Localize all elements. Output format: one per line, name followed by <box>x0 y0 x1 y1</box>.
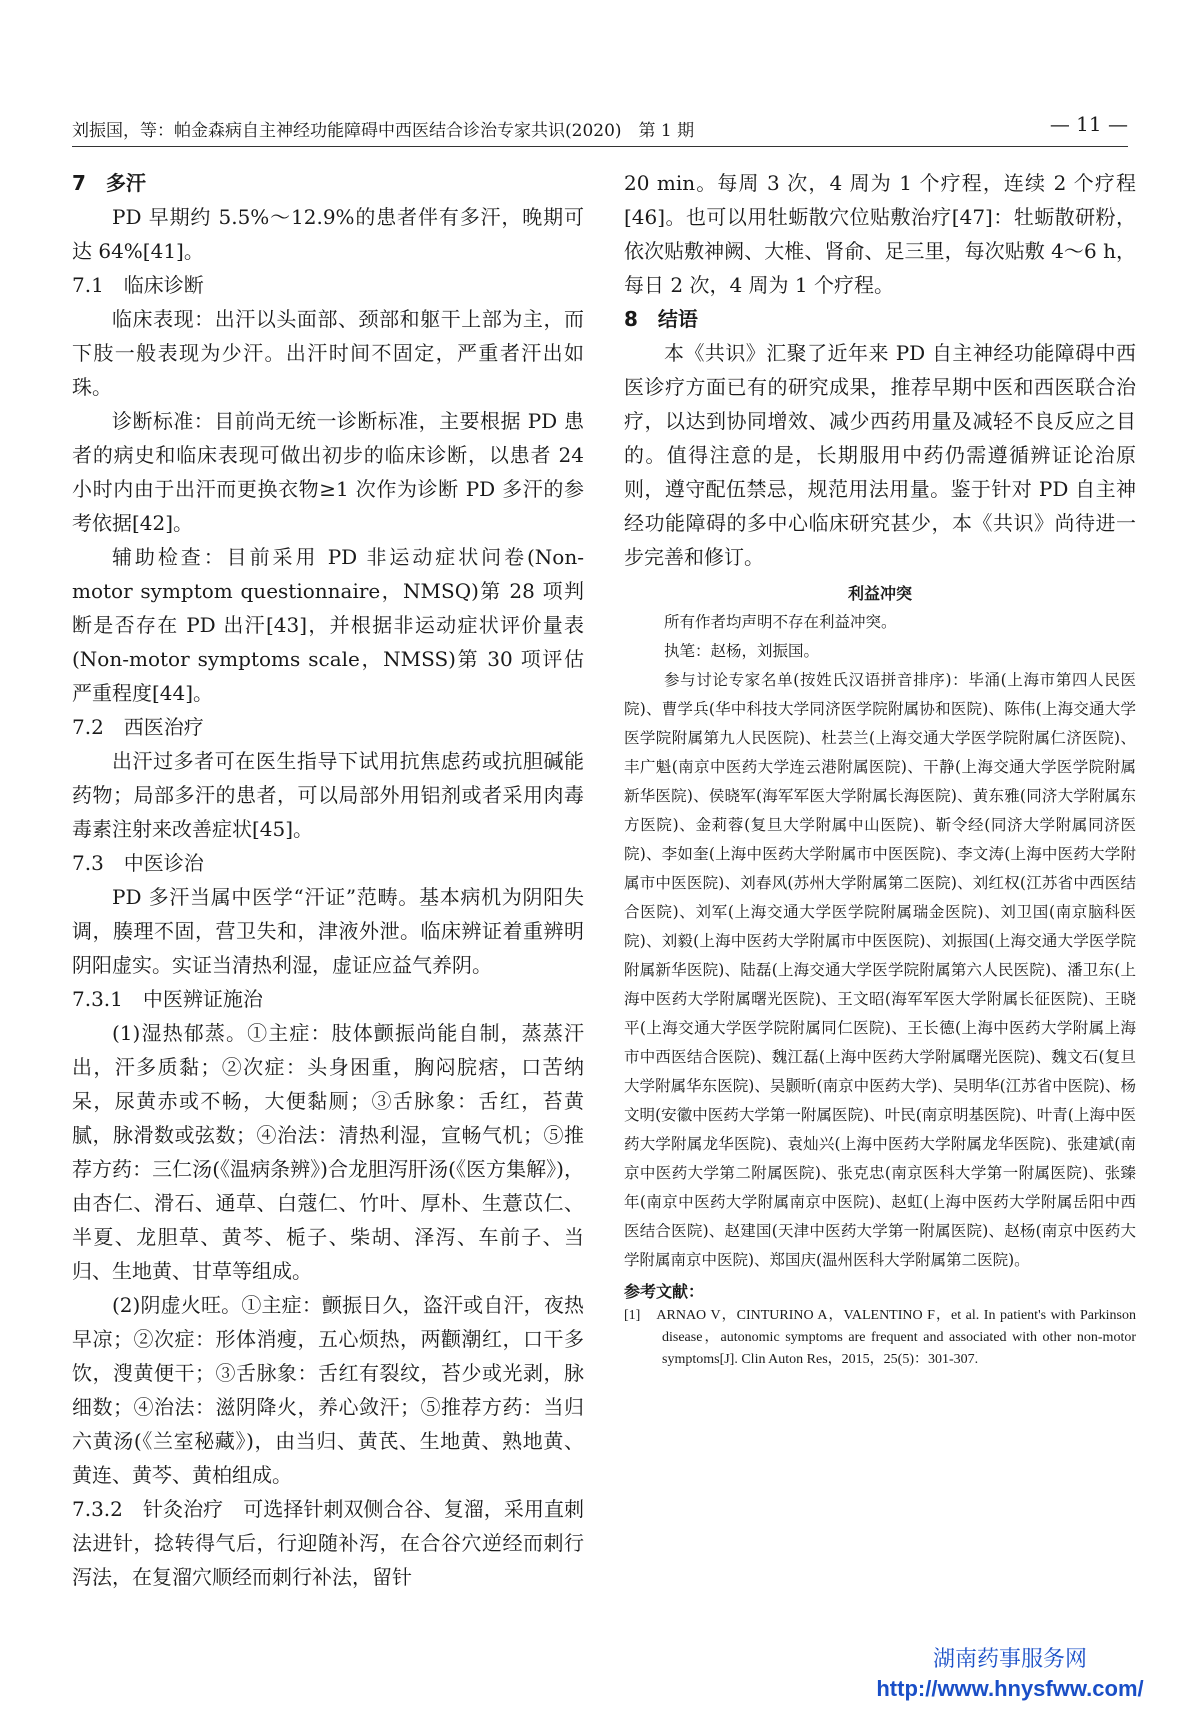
page-number: — 11 — <box>1049 112 1128 136</box>
section-7-2-heading: 7.2 西医治疗 <box>72 715 204 739</box>
paragraph: PD 多汗当属中医学“汗证”范畴。基本病机为阴阳失调，腠理不固，营卫失和，津液外泄。临床辨证着重辨明阴阳虚实。实证当清热利湿，虚证应益气养阴。 <box>72 885 584 977</box>
writers-note: 执笔：赵杨，刘振国。 <box>664 642 820 660</box>
right-column <box>624 166 1136 1371</box>
paragraph: 20 min。每周 3 次，4 周为 1 个疗程，连续 2 个疗程[46]。也可以用牡蛎散穴位贴敷治疗[47]：牡蛎散研粉，依次贴敷神阙、大椎、肾俞、足三里，每次贴敷 4～6 h，每日 2 次，4 周为 1 个疗程。 <box>624 171 1136 297</box>
section-7-3-2-paragraph: 7.3.2 针灸治疗 可选择针刺双侧合谷、复溜，采用直刺法进针，捻转得气后，行迎随补泻，在合谷穴逆经而刺行泻法，在复溜穴顺经而刺行补法，留针 <box>72 1497 584 1589</box>
reference-item: [1] ARNAO V，CINTURINO A，VALENTINO F，et al. In patient's with Parkinson disease，autonomic symptoms are frequent and associated with other non-motor symptoms[J]. Clin Auton Res，2015，25(5)：301-307. <box>624 1308 1136 1367</box>
notes-block <box>624 608 1136 1275</box>
section-7-3-1-heading: 7.3.1 中医辨证施治 <box>72 987 263 1011</box>
running-header <box>72 112 1128 147</box>
section-7-heading: 7 多汗 <box>72 171 146 195</box>
section-7-1-heading: 7.1 临床诊断 <box>72 273 204 297</box>
conflict-statement: 所有作者均声明不存在利益冲突。 <box>664 613 897 631</box>
paragraph: 本《共识》汇聚了近年来 PD 自主神经功能障碍中西医诊疗方面已有的研究成果，推荐早期中医和西医联合治疗，以达到协同增效、减少西药用量及减轻不良反应之目的。值得注意的是，长期服用中药仍需遵循辨证论治原则，遵守配伍禁忌，规范用法用量。鉴于针对 PD 自主神经功能障碍的多中心临床研究甚少，本《共识》尚待进一步完善和修订。 <box>624 341 1136 569</box>
experts-list: 参与讨论专家名单(按姓氏汉语拼音排序)：毕涌(上海市第四人民医院)、曹学兵(华中科技大学同济医学院附属协和医院)、陈伟(上海交通大学医学院附属第九人民医院)、杜芸兰(上海交通大学医学院附属仁济医院)、丰广魁(南京中医药大学连云港附属医院)、干静(上海交通大学医学院附属新华医院)、侯晓军(海军军医大学附属长海医院)、黄东雅(同济大学附属东方医院)、金莉蓉(复旦大学附属中山医院)、靳令经(同济大学附属同济医院)、李如奎(上海中医药大学附属市中医医院)、李文涛(上海中医药大学附属市中医医院)、刘春风(苏州大学附属第二医院)、刘红权(江苏省中西医结合医院)、刘军(上海交通大学医学院附属瑞金医院)、刘卫国(南京脑科医院)、刘毅(上海中医药大学附属市中医医院)、刘振国(上海交通大学医学院附属新华医院)、陆磊(上海交通大学医学院附属第六人民医院)、潘卫东(上海中医药大学附属曙光医院)、王文昭(海军军医大学附属长征医院)、王晓平(上海交通大学医学院附属同仁医院)、王长德(上海中医药大学附属上海市中西医结合医院)、魏江磊(上海中医药大学附属曙光医院)、魏文石(复旦大学附属华东医院)、吴颢昕(南京中医药大学)、吴明华(江苏省中医院)、杨文明(安徽中医药大学第一附属医院)、叶民(南京明基医院)、叶青(上海中医药大学附属龙华医院)、袁灿兴(上海中医药大学附属龙华医院)、张建斌(南京中医药大学第二附属医院)、张克忠(南京医科大学第一附属医院)、张臻年(南京中医药大学附属南京中医院)、赵虹(上海中医药大学附属岳阳中西医结合医院)、赵建国(天津中医药大学第一附属医院)、赵杨(南京中医药大学附属南京中医院)、郑国庆(温州医科大学附属第二医院)。 <box>624 671 1136 1269</box>
paragraph: PD 早期约 5.5%～12.9%的患者伴有多汗，晚期可达 64%[41]。 <box>72 205 584 263</box>
paragraph: 临床表现：出汗以头面部、颈部和躯干上部为主，而下肢一般表现为少汗。出汗时间不固定，严重者汗出如珠。 <box>72 307 584 399</box>
paragraph: 诊断标准：目前尚无统一诊断标准，主要根据 PD 患者的病史和临床表现可做出初步的临床诊断，以患者 24 小时内由于出汗而更换衣物≥1 次作为诊断 PD 多汗的参考依据[42]。 <box>72 409 584 535</box>
watermark-url: http://www.hnysfww.com/ <box>876 1676 1144 1701</box>
left-column <box>72 166 584 1594</box>
references-heading: 参考文献： <box>624 1282 705 1301</box>
paragraph: (1)湿热郁蒸。①主症：肢体颤振尚能自制，蒸蒸汗出，汗多质黏；②次症：头身困重，胸闷脘痞，口苦纳呆，尿黄赤或不畅，大便黏厕；③舌脉象：舌红，苔黄腻，脉滑数或弦数；④治法：清热利湿，宣畅气机；⑤推荐方药：三仁汤(《温病条辨》)合龙胆泻肝汤(《医方集解》)，由杏仁、滑石、通草、白蔻仁、竹叶、厚朴、生薏苡仁、半夏、龙胆草、黄芩、栀子、柴胡、泽泻、车前子、当归、生地黄、甘草等组成。 <box>72 1021 584 1283</box>
conflict-of-interest-heading: 利益冲突 <box>847 584 912 603</box>
watermark-name: 湖南药事服务网 <box>932 1646 1087 1671</box>
header-title: 刘振国，等：帕金森病自主神经功能障碍中西医结合诊治专家共识(2020) 第 1 期 <box>72 121 695 141</box>
section-8-heading: 8 结语 <box>624 307 698 331</box>
paragraph: (2)阴虚火旺。①主症：颤振日久，盗汗或自汗，夜热早凉；②次症：形体消瘦，五心烦热，两颧潮红，口干多饮，溲黄便干；③舌脉象：舌红有裂纹，苔少或光剥，脉细数；④治法：滋阴降火，养心敛汗；⑤推荐方药：当归六黄汤(《兰室秘藏》)，由当归、黄芪、生地黄、熟地黄、黄连、黄芩、黄柏组成。 <box>72 1293 584 1487</box>
section-7-3-heading: 7.3 中医诊治 <box>72 851 204 875</box>
paragraph: 辅助检查：目前采用 PD 非运动症状问卷(Non-motor symptom questionnaire，NMSQ)第 28 项判断是否存在 PD 出汗[43]，并根据非运动症状评价量表(Non-motor symptoms scale，NMSS)第 30 项评估严重程度[44]。 <box>72 545 584 705</box>
paragraph: 出汗过多者可在医生指导下试用抗焦虑药或抗胆碱能药物；局部多汗的患者，可以局部外用铝剂或者采用肉毒毒素注射来改善症状[45]。 <box>72 749 584 841</box>
